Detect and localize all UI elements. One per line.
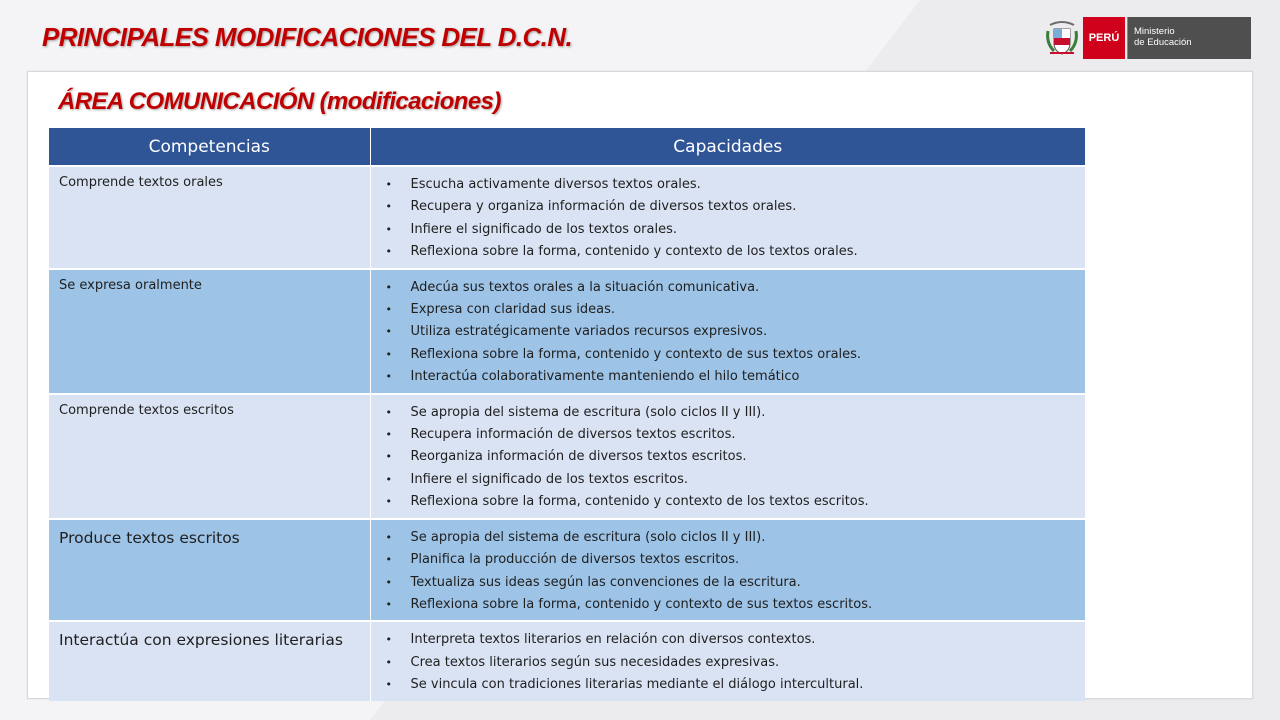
header-capacidades: Capacidades bbox=[370, 128, 1085, 166]
list-item: • Reflexiona sobre la forma, contenido y contexto de sus textos escritos. bbox=[381, 594, 1076, 616]
list-item: • Interpreta textos literarios en relación con diversos contextos. bbox=[381, 629, 1076, 651]
ministry-logo bbox=[1044, 17, 1251, 59]
ministry-label bbox=[1127, 17, 1251, 59]
section-title: ÁREA COMUNICACIÓN (modificaciones) bbox=[58, 88, 501, 115]
list-item: • Recupera información de diversos textos escritos. bbox=[381, 424, 1076, 446]
list-item: • Reflexiona sobre la forma, contenido y contexto de los textos escritos. bbox=[381, 491, 1076, 513]
list-item: • Reorganiza información de diversos textos escritos. bbox=[381, 446, 1076, 468]
peru-label: PERÚ bbox=[1083, 17, 1125, 59]
table-row bbox=[49, 394, 1085, 519]
list-item: • Se apropia del sistema de escritura (solo ciclos II y III). bbox=[381, 527, 1076, 549]
capacidades-list bbox=[381, 402, 1076, 514]
table-row bbox=[49, 166, 1085, 269]
competencias-table bbox=[49, 128, 1085, 701]
table-row bbox=[49, 621, 1085, 700]
list-item: • Infiere el significado de los textos escritos. bbox=[381, 469, 1076, 491]
list-item: • Expresa con claridad sus ideas. bbox=[381, 299, 1076, 321]
capacidades-list bbox=[381, 629, 1076, 696]
table-row bbox=[49, 519, 1085, 622]
capacidades-cell bbox=[370, 166, 1085, 269]
table-header-row bbox=[49, 128, 1085, 166]
capacidades-cell bbox=[370, 519, 1085, 622]
list-item: • Adecúa sus textos orales a la situación comunicativa. bbox=[381, 277, 1076, 299]
table-row bbox=[49, 269, 1085, 394]
competencia-cell: Interactúa con expresiones literarias bbox=[49, 621, 370, 700]
list-item: • Se apropia del sistema de escritura (solo ciclos II y III). bbox=[381, 402, 1076, 424]
list-item: • Infiere el significado de los textos orales. bbox=[381, 219, 1076, 241]
list-item: • Interactúa colaborativamente manteniendo el hilo temático bbox=[381, 366, 1076, 388]
list-item: • Reflexiona sobre la forma, contenido y contexto de los textos orales. bbox=[381, 241, 1076, 263]
capacidades-cell bbox=[370, 621, 1085, 700]
list-item: • Crea textos literarios según sus necesidades expresivas. bbox=[381, 652, 1076, 674]
capacidades-list bbox=[381, 277, 1076, 389]
list-item: • Se vincula con tradiciones literarias mediante el diálogo intercultural. bbox=[381, 674, 1076, 696]
competencia-cell: Produce textos escritos bbox=[49, 519, 370, 622]
list-item: • Textualiza sus ideas según las convenciones de la escritura. bbox=[381, 572, 1076, 594]
competencia-cell: Comprende textos orales bbox=[49, 166, 370, 269]
capacidades-cell bbox=[370, 269, 1085, 394]
capacidades-list bbox=[381, 174, 1076, 264]
header-competencias: Competencias bbox=[49, 128, 370, 166]
list-item: • Reflexiona sobre la forma, contenido y contexto de sus textos orales. bbox=[381, 344, 1076, 366]
list-item: • Recupera y organiza información de diversos textos orales. bbox=[381, 196, 1076, 218]
list-item: • Utiliza estratégicamente variados recursos expresivos. bbox=[381, 321, 1076, 343]
page-title: PRINCIPALES MODIFICACIONES DEL D.C.N. bbox=[42, 22, 573, 52]
ministry-line-2: de Educación bbox=[1134, 37, 1192, 48]
coat-of-arms-icon bbox=[1044, 17, 1080, 59]
list-item: • Planifica la producción de diversos textos escritos. bbox=[381, 549, 1076, 571]
list-item: • Escucha activamente diversos textos orales. bbox=[381, 174, 1076, 196]
capacidades-cell bbox=[370, 394, 1085, 519]
capacidades-list bbox=[381, 527, 1076, 617]
ministry-line-1: Ministerio bbox=[1134, 26, 1175, 37]
competencia-cell: Se expresa oralmente bbox=[49, 269, 370, 394]
competencia-cell: Comprende textos escritos bbox=[49, 394, 370, 519]
